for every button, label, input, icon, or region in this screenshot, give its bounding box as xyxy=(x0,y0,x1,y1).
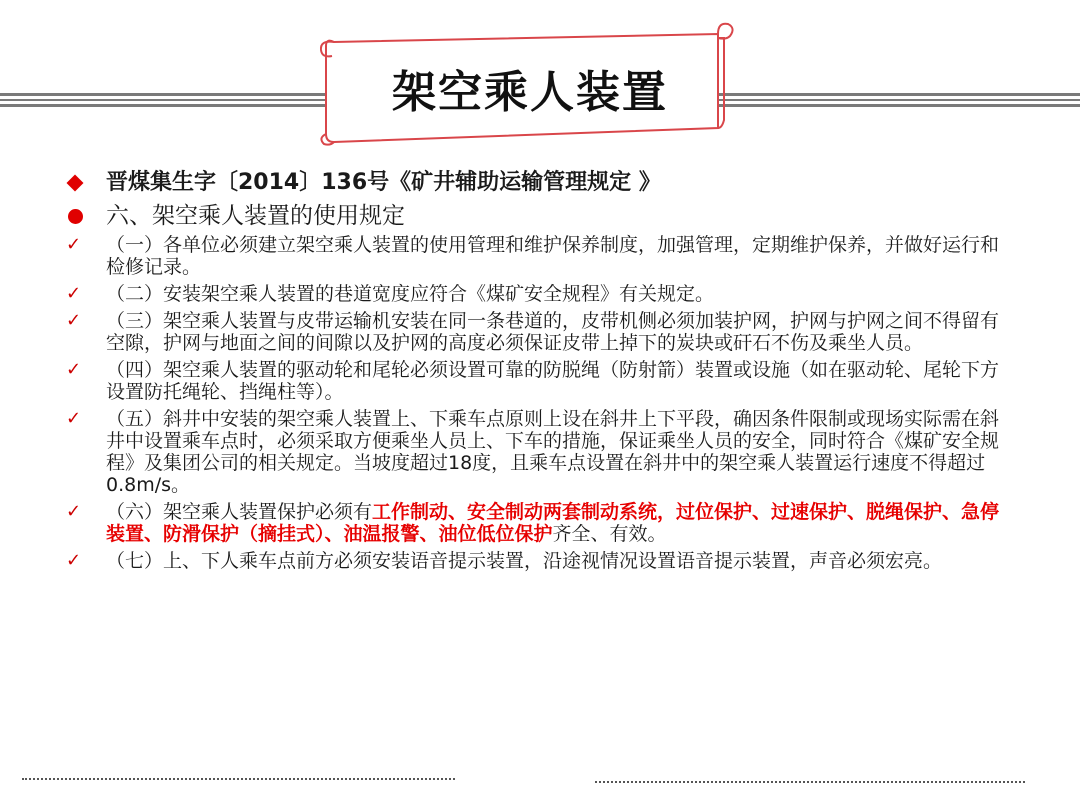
check-icon: ✓ xyxy=(66,408,82,429)
section-heading-text: 六、架空乘人装置的使用规定 xyxy=(106,203,405,229)
list-item-text: （一）各单位必须建立架空乘人装置的使用管理和维护保养制度，加强管理，定期维护保养，并做好运行和检修记录。 xyxy=(106,234,1000,278)
list-item xyxy=(66,310,1006,354)
regulation-heading-text: 晋煤集生字〔2014〕136号《矿井辅助运输管理规定 》 xyxy=(106,170,661,195)
list-item-text: （七）上、下人乘车点前方必须安装语音提示装置，沿途视情况设置语音提示装置，声音必须宏亮。 xyxy=(106,550,943,572)
check-icon: ✓ xyxy=(66,283,82,304)
list-item xyxy=(66,359,1006,403)
list-item-text: （三）架空乘人装置与皮带运输机安装在同一条巷道的，皮带机侧必须加装护网，护网与护网之间不得留有空隙，护网与地面之间的间隙以及护网的高度必须保证皮带上掉下的炭块或矸石不伤及乘坐人员。 xyxy=(106,310,1000,354)
check-icon: ✓ xyxy=(66,359,82,380)
list-item-text: （四）架空乘人装置的驱动轮和尾轮必须设置可靠的防脱绳（防射箭）装置或设施（如在驱动轮、尾轮下方设置防托绳轮、挡绳柱等）。 xyxy=(106,359,1000,403)
check-icon: ✓ xyxy=(66,501,82,522)
list-item-prefix: （六）架空乘人装置保护必须有 xyxy=(106,501,373,523)
list-item-suffix: 齐全、有效。 xyxy=(552,523,667,545)
list-item-highlight: 工作制动、安全制动两套制动系统，过位保护、过速保护、脱绳保护、急停装置、防滑保护（摘挂式）、油温报警、油位低位保护 xyxy=(106,501,1000,545)
footer-divider-right xyxy=(595,781,1025,783)
list-item-text: （二）安装架空乘人装置的巷道宽度应符合《煤矿安全规程》有关规定。 xyxy=(106,283,715,305)
circle-icon xyxy=(68,209,83,224)
section-heading xyxy=(66,200,1006,232)
check-icon: ✓ xyxy=(66,310,82,331)
slide-content xyxy=(66,168,1006,577)
list-item xyxy=(66,501,1006,545)
list-item-text xyxy=(106,501,999,545)
list-item xyxy=(66,550,1006,572)
slide-title: 架空乘人装置 xyxy=(392,67,668,118)
regulation-heading xyxy=(66,168,1006,198)
list-item-text: （五）斜井中安装的架空乘人装置上、下乘车点原则上设在斜井上下平段，确因条件限制或现场实际需在斜井中设置乘车点时，必须采取方便乘坐人员上、下车的措施，保证乘坐人员的安全，同时符合《煤矿安全规程》及集团公司的相关规定。当坡度超过18度，且乘车点设置在斜井中的架空乘人装置运行速度不得超过0.8m/s。 xyxy=(106,408,1000,496)
list-item xyxy=(66,408,1006,496)
footer-divider-left xyxy=(22,778,455,780)
diamond-icon xyxy=(67,175,84,192)
check-icon: ✓ xyxy=(66,550,82,571)
list-item xyxy=(66,283,1006,305)
list-item xyxy=(66,234,1006,278)
check-icon: ✓ xyxy=(66,234,82,255)
